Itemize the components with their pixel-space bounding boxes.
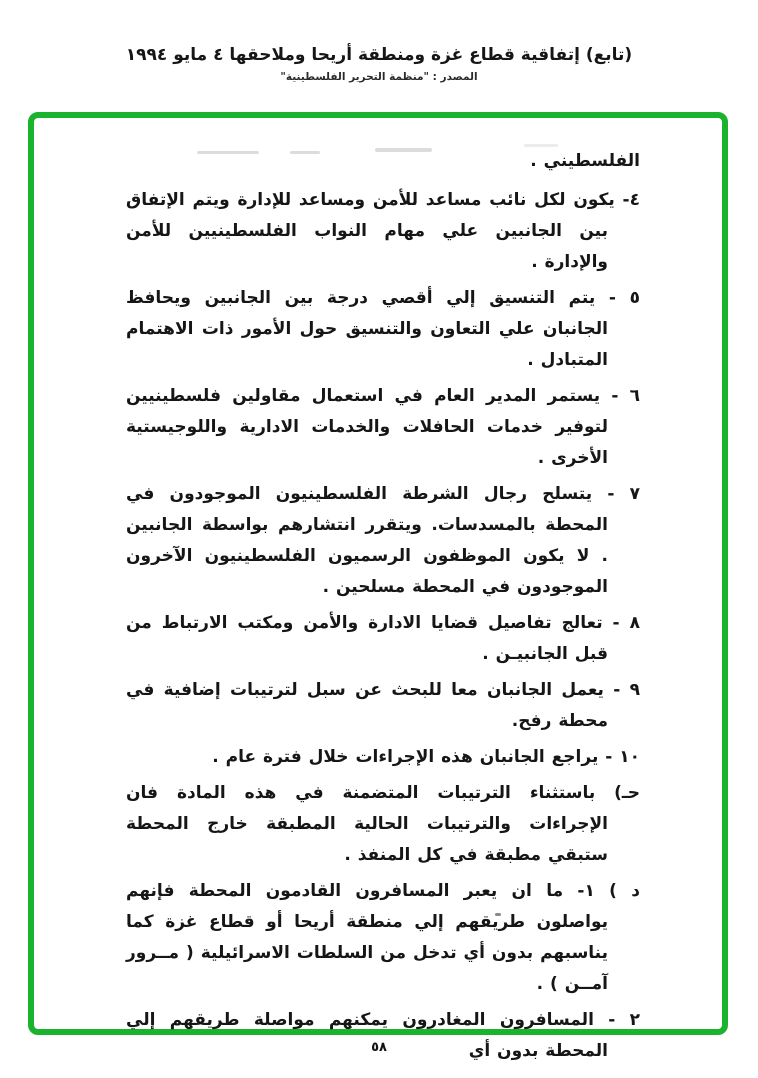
- paragraph: ٢ - المسافرون المغادرون يمكنهم مواصلة طريقهم إلي المحطة بدون أي: [126, 1010, 640, 1061]
- paragraph: ١٠ - يراجع الجانبان هذه الإجراءات خلال فترة عام .: [212, 747, 640, 767]
- paragraph: ٤- يكون لكل نائب مساعد للأمن ومساعد للإدارة ويتم الإتفاق بين الجانبين علي مهام النواب الفلسطينيين للأمن والإدارة .: [126, 190, 640, 272]
- paragraph: د ) ١- ما ان يعبر المسافرون القادمون المحطة فإنهم يواصلون طريقهم إلي منطقة أريحا أو قطاع غزة كما يناسبهم بدون أي تدخل من السلطات الاسرائيلية ( مــرور آمــن ) .: [126, 881, 640, 994]
- page-number: ٥٨: [371, 1040, 387, 1055]
- paragraph: ٩ - يعمل الجانبان معا للبحث عن سبل لترتيبات إضافية في محطة رفح.: [126, 680, 640, 731]
- source-line: المصدر : "منظمة التحرير الفلسطينية": [280, 71, 478, 83]
- paragraph: حـ) باستثناء الترتيبات المتضمنة في هذه المادة فان الإجراءات والترتيبات الحالية المطبقة خارج المحطة ستبقي مطبقة في كل المنفذ .: [126, 783, 640, 865]
- paragraph: ٨ - تعالج تفاصيل قضايا الادارة والأمن ومكتب الارتباط من قبل الجانبيـن .: [126, 613, 640, 664]
- paragraph: ٥ - يتم التنسيق إلي أقصي درجة بين الجانبين ويحافظ الجانبان علي التعاون والتنسيق حول الأمور ذات الاهتمام المتبادل .: [126, 288, 640, 370]
- paragraph: ٧ - يتسلح رجال الشرطة الفلسطينيون الموجودون في المحطة بالمسدسات. ويتقرر انتشارهم بواسطة الجانبين . لا يكون الموظفون الرسميون الفلسطينيون الآخرون الموجودون في المحطة مسلحين .: [126, 484, 640, 597]
- page-header: [0, 44, 758, 83]
- agreement-text: [126, 146, 640, 1072]
- paragraph-list: [126, 185, 640, 1067]
- page-title: (تابع) إتفاقية قطاع غزة ومنطقة أريحا وملاحقها ٤ مايو ١٩٩٤: [125, 45, 633, 65]
- continuation-line: الفلسطيني .: [530, 151, 640, 171]
- paragraph: ٦ - يستمر المدير العام في استعمال مقاولين فلسطينيين لتوفير خدمات الحافلات والخدمات الادارية واللوجيستية الأخرى .: [126, 386, 640, 468]
